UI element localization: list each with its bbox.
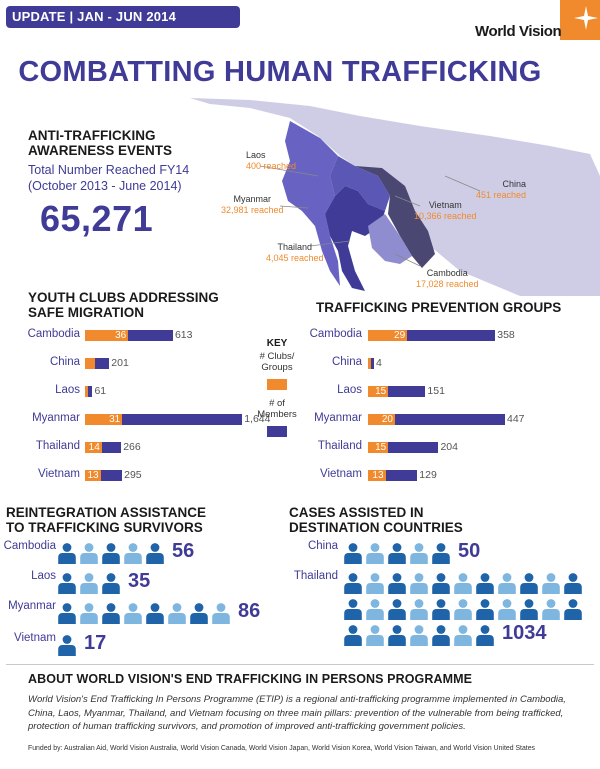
pictograph-category-label: Thailand — [293, 570, 338, 582]
person-icon — [430, 572, 452, 599]
bar-clubs: 29 — [368, 330, 407, 341]
pictograph-category-label: Vietnam — [14, 632, 56, 644]
bar-category-label: Thailand — [317, 440, 362, 452]
bar-clubs — [85, 358, 95, 369]
person-icon — [540, 572, 562, 599]
bar-members — [388, 442, 438, 453]
person-icon — [56, 634, 78, 661]
awareness-title — [28, 128, 172, 158]
person-icon — [342, 624, 364, 651]
person-icon — [452, 598, 474, 625]
person-icon — [56, 542, 78, 569]
bar-category-label: Vietnam — [38, 468, 80, 480]
bar-category-label: Myanmar — [314, 412, 362, 424]
person-icon — [78, 572, 100, 599]
map-label-cambodia: Cambodia 17,028 reached — [416, 268, 479, 289]
person-icon — [364, 572, 386, 599]
pictograph-value: 50 — [458, 540, 481, 562]
person-icon — [166, 602, 188, 629]
youth-clubs-chart — [0, 324, 271, 494]
reintegration-chart — [0, 536, 290, 666]
bar-clubs: 13 — [85, 470, 101, 481]
bar-category-label: Thailand — [35, 440, 80, 452]
map-label-china: China 451 reached — [476, 179, 527, 200]
person-icon — [408, 598, 430, 625]
bar-members-value: 1,644 — [244, 413, 271, 425]
person-icon — [430, 542, 452, 569]
person-icon — [56, 602, 78, 629]
bar-members — [371, 358, 374, 369]
person-icon — [518, 598, 540, 625]
person-icon — [496, 598, 518, 625]
world-vision-logo: World Vision — [475, 23, 562, 40]
bar-clubs: 15 — [368, 386, 388, 397]
bar-members-value: 447 — [507, 413, 525, 425]
bar-category-label: Laos — [337, 384, 362, 396]
person-icon — [430, 624, 452, 651]
bar-members — [395, 414, 505, 425]
person-icon — [100, 572, 122, 599]
bar-members-value: 266 — [123, 441, 141, 453]
map-label-laos: Laos 400 reached — [246, 150, 297, 171]
pictograph-value: 56 — [172, 540, 195, 562]
bar-members — [122, 414, 242, 425]
person-icon — [452, 572, 474, 599]
person-icon — [188, 602, 210, 629]
person-icon — [364, 598, 386, 625]
about-title: ABOUT WORLD VISION'S END TRAFFICKING IN PERSONS PROGRAMME — [28, 672, 473, 686]
bar-members — [128, 330, 173, 341]
bar-members — [388, 386, 425, 397]
pictograph-category-label: Cambodia — [3, 540, 56, 552]
bar-members — [95, 358, 110, 369]
bar-members-value: 129 — [419, 469, 437, 481]
person-icon — [122, 602, 144, 629]
bar-clubs: 13 — [368, 470, 386, 481]
bar-category-label: Myanmar — [32, 412, 80, 424]
bar-category-label: Cambodia — [27, 328, 80, 340]
pictograph-value: 35 — [128, 570, 151, 592]
awareness-sub-line1: Total Number Reached FY14 — [28, 163, 190, 177]
person-icon — [408, 572, 430, 599]
bar-members — [407, 330, 495, 341]
world-vision-star-icon — [560, 0, 600, 40]
bar-members-value: 613 — [174, 329, 193, 341]
person-icon — [342, 542, 364, 569]
person-icon — [540, 598, 562, 625]
person-icon — [56, 572, 78, 599]
person-icon — [122, 542, 144, 569]
pictograph-value: 17 — [84, 632, 107, 654]
bar-members-value: 4 — [376, 357, 382, 369]
page-title: COMBATTING HUMAN TRAFFICKING — [18, 56, 542, 88]
person-icon — [386, 624, 408, 651]
person-icon — [518, 572, 540, 599]
person-icon — [474, 598, 496, 625]
person-icon — [562, 572, 584, 599]
person-icon — [210, 602, 232, 629]
awareness-sub-line2: (October 2013 - June 2014) — [28, 179, 182, 193]
pictograph-category-label: Myanmar — [8, 600, 56, 612]
person-icon — [100, 542, 122, 569]
bar-category-label: Vietnam — [320, 468, 362, 480]
person-icon — [144, 542, 166, 569]
person-icon — [342, 598, 364, 625]
awareness-title-line1: ANTI-TRAFFICKING — [28, 128, 156, 143]
awareness-title-line2: AWARENESS EVENTS — [28, 143, 173, 158]
chart-key: KEY # Clubs/ Groups # of Members — [252, 338, 302, 437]
key-members-swatch — [267, 426, 287, 437]
person-icon — [78, 542, 100, 569]
person-icon — [562, 598, 584, 625]
bar-members — [101, 470, 123, 481]
bar-category-label: Cambodia — [309, 328, 362, 340]
awareness-total: 65,271 — [40, 198, 154, 239]
bar-members — [88, 386, 92, 397]
bar-members-value: 151 — [427, 385, 445, 397]
bar-clubs: 20 — [368, 414, 395, 425]
prevention-title: TRAFFICKING PREVENTION GROUPS — [316, 300, 562, 315]
person-icon — [100, 602, 122, 629]
reintegration-title: REINTEGRATION ASSISTANCE TO TRAFFICKING SURVIVORS — [6, 505, 207, 535]
bar-members — [386, 470, 418, 481]
person-icon — [496, 572, 518, 599]
person-icon — [430, 598, 452, 625]
update-badge: UPDATE | JAN - JUN 2014 — [6, 6, 240, 28]
bar-members-value: 295 — [124, 469, 142, 481]
pictograph-category-label: Laos — [31, 570, 56, 582]
map-label-vietnam: Vietnam 10,366 reached — [414, 200, 477, 221]
cases-title: CASES ASSISTED IN DESTINATION COUNTRIES — [289, 505, 463, 535]
person-icon — [342, 572, 364, 599]
person-icon — [78, 602, 100, 629]
bar-members-value: 358 — [497, 329, 515, 341]
person-icon — [386, 598, 408, 625]
person-icon — [408, 542, 430, 569]
person-icon — [364, 542, 386, 569]
awareness-subtitle — [28, 162, 189, 194]
bar-members-value: 61 — [94, 385, 107, 397]
map-label-thailand: Thailand 4,045 reached — [266, 242, 324, 263]
cases-chart — [290, 536, 600, 666]
person-icon — [386, 572, 408, 599]
person-icon — [474, 624, 496, 651]
pictograph-value: 86 — [238, 600, 261, 622]
person-icon — [364, 624, 386, 651]
person-icon — [452, 624, 474, 651]
funded-by: Funded by: Australian Aid, World Vision Australia, World Vision Canada, World Vision Japan, World Vision Korea, World Vision Taiwan, and World Vision United States — [28, 745, 535, 752]
bar-category-label: China — [331, 356, 362, 368]
bar-members-value: 201 — [111, 357, 129, 369]
bar-category-label: Laos — [55, 384, 80, 396]
person-icon — [408, 624, 430, 651]
bar-clubs: 15 — [368, 442, 388, 453]
about-body: World Vision's End Trafficking In Persons Programme (ETIP) is a regional anti-trafficking programme implemented in Cambodia, China, Laos, Myanmar, Thailand, and Vietnam focusing on three main pillars: prevention of the vulnerable from being trafficked, protection of human trafficking survivors, and promotion of improved anti-trafficking government policies. — [28, 694, 566, 732]
bar-clubs: 14 — [85, 442, 102, 453]
person-icon — [386, 542, 408, 569]
bar-clubs: 31 — [85, 414, 122, 425]
bar-members-value: 204 — [440, 441, 458, 453]
map-label-myanmar: Myanmar 32,981 reached — [221, 194, 284, 215]
divider — [6, 664, 594, 665]
pictograph-value: 1034 — [502, 622, 547, 644]
bar-category-label: China — [49, 356, 80, 368]
person-icon — [474, 572, 496, 599]
youth-clubs-title: YOUTH CLUBS ADDRESSING SAFE MIGRATION — [28, 290, 219, 320]
key-clubs-swatch — [267, 379, 287, 390]
person-icon — [144, 602, 166, 629]
bar-members — [102, 442, 121, 453]
bar-clubs: 36 — [85, 330, 128, 341]
prevention-chart — [290, 324, 600, 494]
pictograph-category-label: China — [307, 540, 338, 552]
